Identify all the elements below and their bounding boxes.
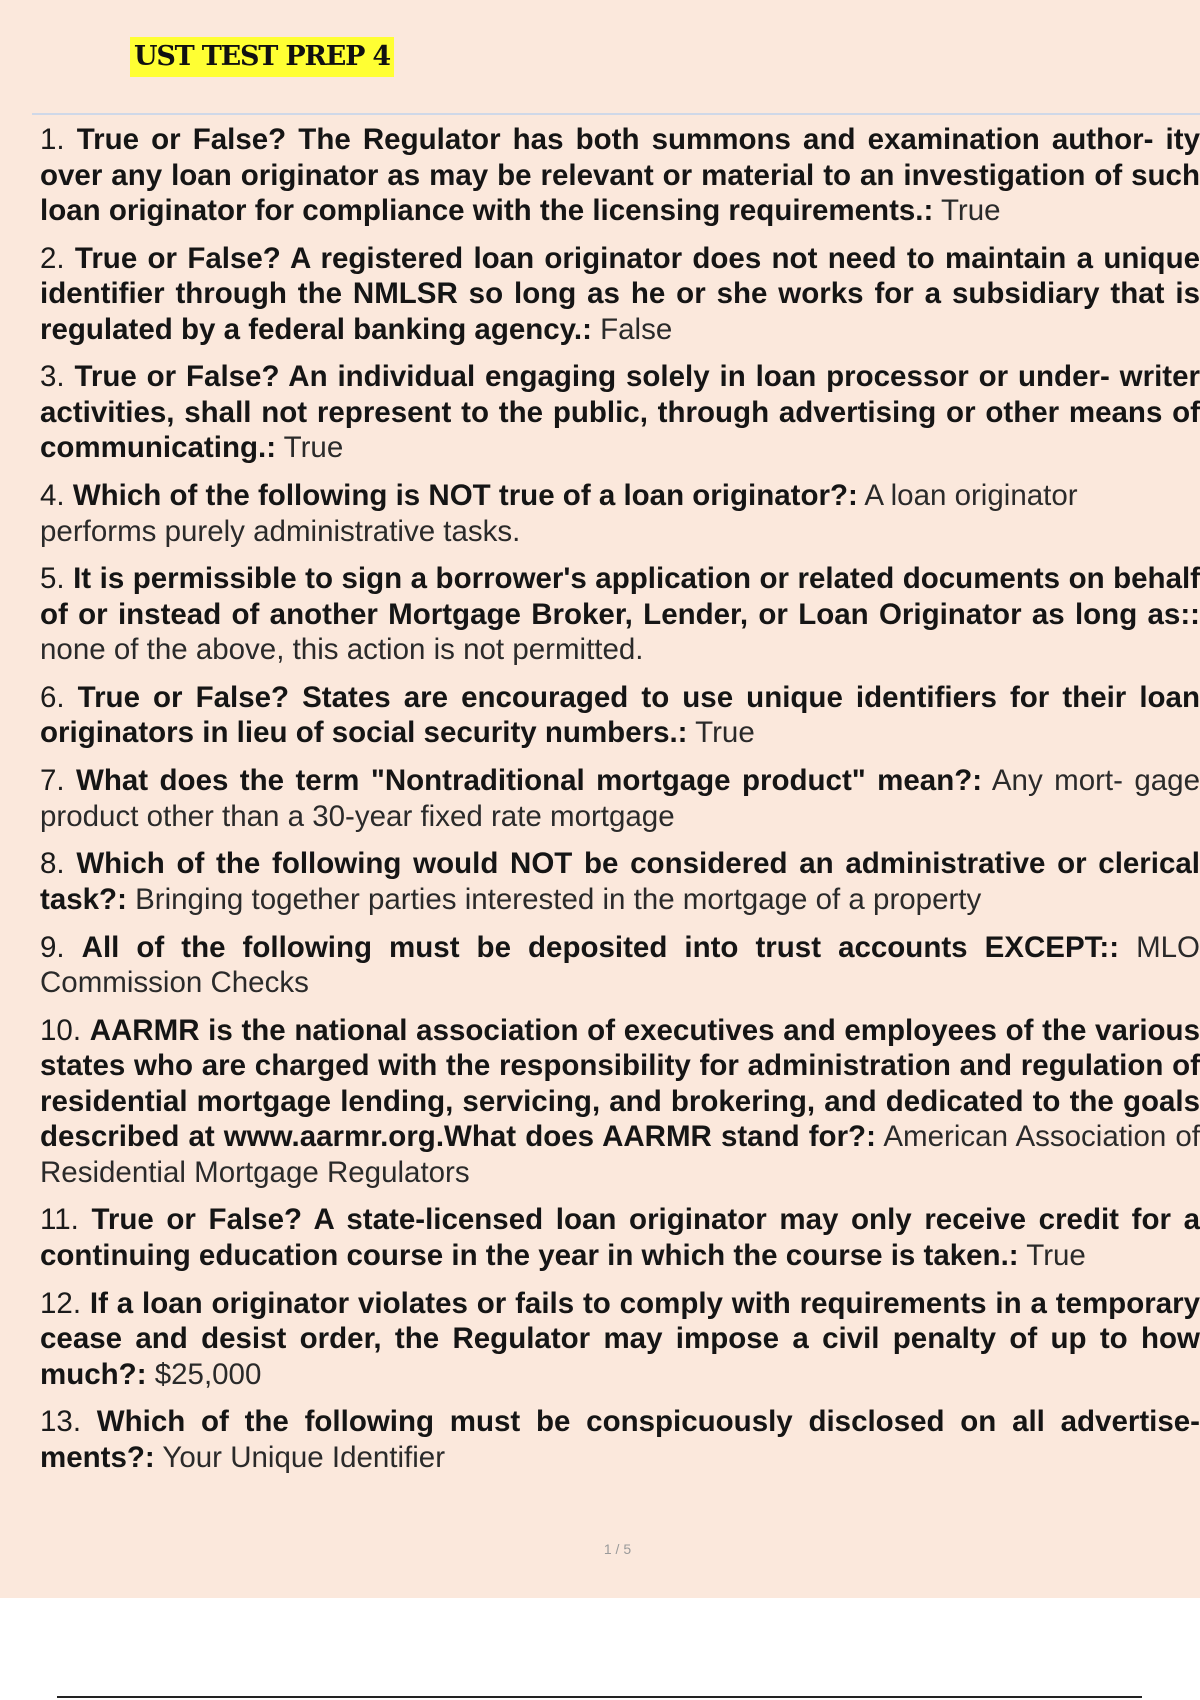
page-number: 1 / 5 [603, 1541, 632, 1557]
question-item-2 [40, 241, 1200, 348]
question-number: 11. [40, 1203, 92, 1237]
question-text: True or False? A registered loan originator does not need to maintain a unique identifier through the NMLSR so long as he or she works for a subsidiary that is regulated by a federal banking agency.: [40, 241, 1200, 346]
question-text: What does the term "Nontraditional mortgage product" mean?: [76, 764, 983, 798]
question-text: True or False? The Regulator has both summons and examination author- ity over any loan originator as may be relevant or material to an investigation of such loan originator for compliance with the licensing requirements.: [40, 123, 1200, 227]
question-item-7 [40, 763, 1200, 834]
question-item-8 [40, 846, 1200, 917]
question-text: If a loan originator violates or fails to comply with requirements in a temporary cease and desist order, the Regulator may impose a civil penalty of up to how much?: [40, 1286, 1200, 1391]
question-number: 6. [40, 680, 78, 714]
question-number: 4. [40, 479, 73, 513]
question-number: 13. [40, 1405, 97, 1439]
question-number: 12. [40, 1286, 90, 1320]
question-number: 2. [40, 241, 75, 275]
question-item-3 [40, 359, 1200, 466]
question-item-11 [40, 1202, 1200, 1273]
question-text: It is permissible to sign a borrower's application or related documents on behalf of or instead of another Mortgage Broker, Lender, or Loan Originator as long as:: [40, 562, 1200, 631]
answer-text: A loan originator performs purely administrative tasks. [40, 479, 1078, 548]
answer-text: True [687, 716, 755, 750]
question-number: 3. [40, 360, 75, 394]
question-number: 9. [40, 930, 82, 964]
answer-text: True [1018, 1238, 1086, 1272]
question-number: 8. [40, 847, 77, 881]
question-number: 7. [40, 764, 77, 798]
question-number: 1. [40, 123, 77, 156]
question-text: True or False? A state-licensed loan originator may only receive credit for a continuing education course in the year in which the course is taken.: [40, 1203, 1200, 1272]
title-divider [32, 113, 1200, 115]
question-item-13 [40, 1404, 1200, 1475]
question-number: 5. [40, 562, 74, 596]
answer-text: none of the above, this action is not permitted. [40, 633, 644, 667]
question-text: All of the following must be deposited into trust accounts EXCEPT:: [81, 930, 1120, 964]
question-text: Which of the following must be conspicuously disclosed on all advertise- ments?: [40, 1405, 1200, 1474]
question-item-4 [40, 478, 1200, 549]
document-title: UST TEST PREP 4 [130, 37, 394, 77]
title-wrap [130, 36, 394, 78]
answer-text: False [591, 312, 673, 346]
answer-text: MLO Commission Checks [40, 930, 1200, 999]
question-text: True or False? States are encouraged to use unique identifiers for their loan originators in lieu of social security numbers.: [40, 680, 1200, 750]
question-text: True or False? An individual engaging solely in loan processor or under- writer activities, shall not represent to the public, through advertising or other means of communicating.: [40, 360, 1200, 465]
answer-text: $25,000 [146, 1357, 262, 1391]
answer-text: Bringing together parties interested in the mortgage of a property [126, 882, 982, 916]
question-item-5 [40, 561, 1200, 668]
bottom-divider [57, 1696, 1142, 1698]
answer-text: American Association of Residential Mortgage Regulators [40, 1120, 1200, 1189]
question-text: Which of the following would NOT be considered an administrative or clerical task?: [40, 847, 1200, 916]
question-text: AARMR is the national association of executives and employees of the various states who are charged with the responsibility for administration and regulation of residential mortgage lending, servicing, and brokering, and dedicated to the goals described at www.aarmr.org.What does AARMR stand for?: [40, 1013, 1200, 1154]
question-item-6 [40, 680, 1200, 751]
answer-text: Any mort- gage product other than a 30-year fixed rate mortgage [40, 764, 1200, 833]
answer-text: True [276, 431, 344, 465]
answer-text: Your Unique Identifier [154, 1440, 446, 1474]
question-text: Which of the following is NOT true of a loan originator?: [72, 479, 858, 513]
answer-text: True [933, 194, 1001, 227]
question-item-9 [40, 930, 1200, 1001]
question-item-1 [40, 122, 1200, 229]
question-list [40, 122, 1200, 1487]
question-number: 10. [40, 1013, 90, 1047]
question-item-10 [40, 1013, 1200, 1191]
question-item-12 [40, 1286, 1200, 1393]
